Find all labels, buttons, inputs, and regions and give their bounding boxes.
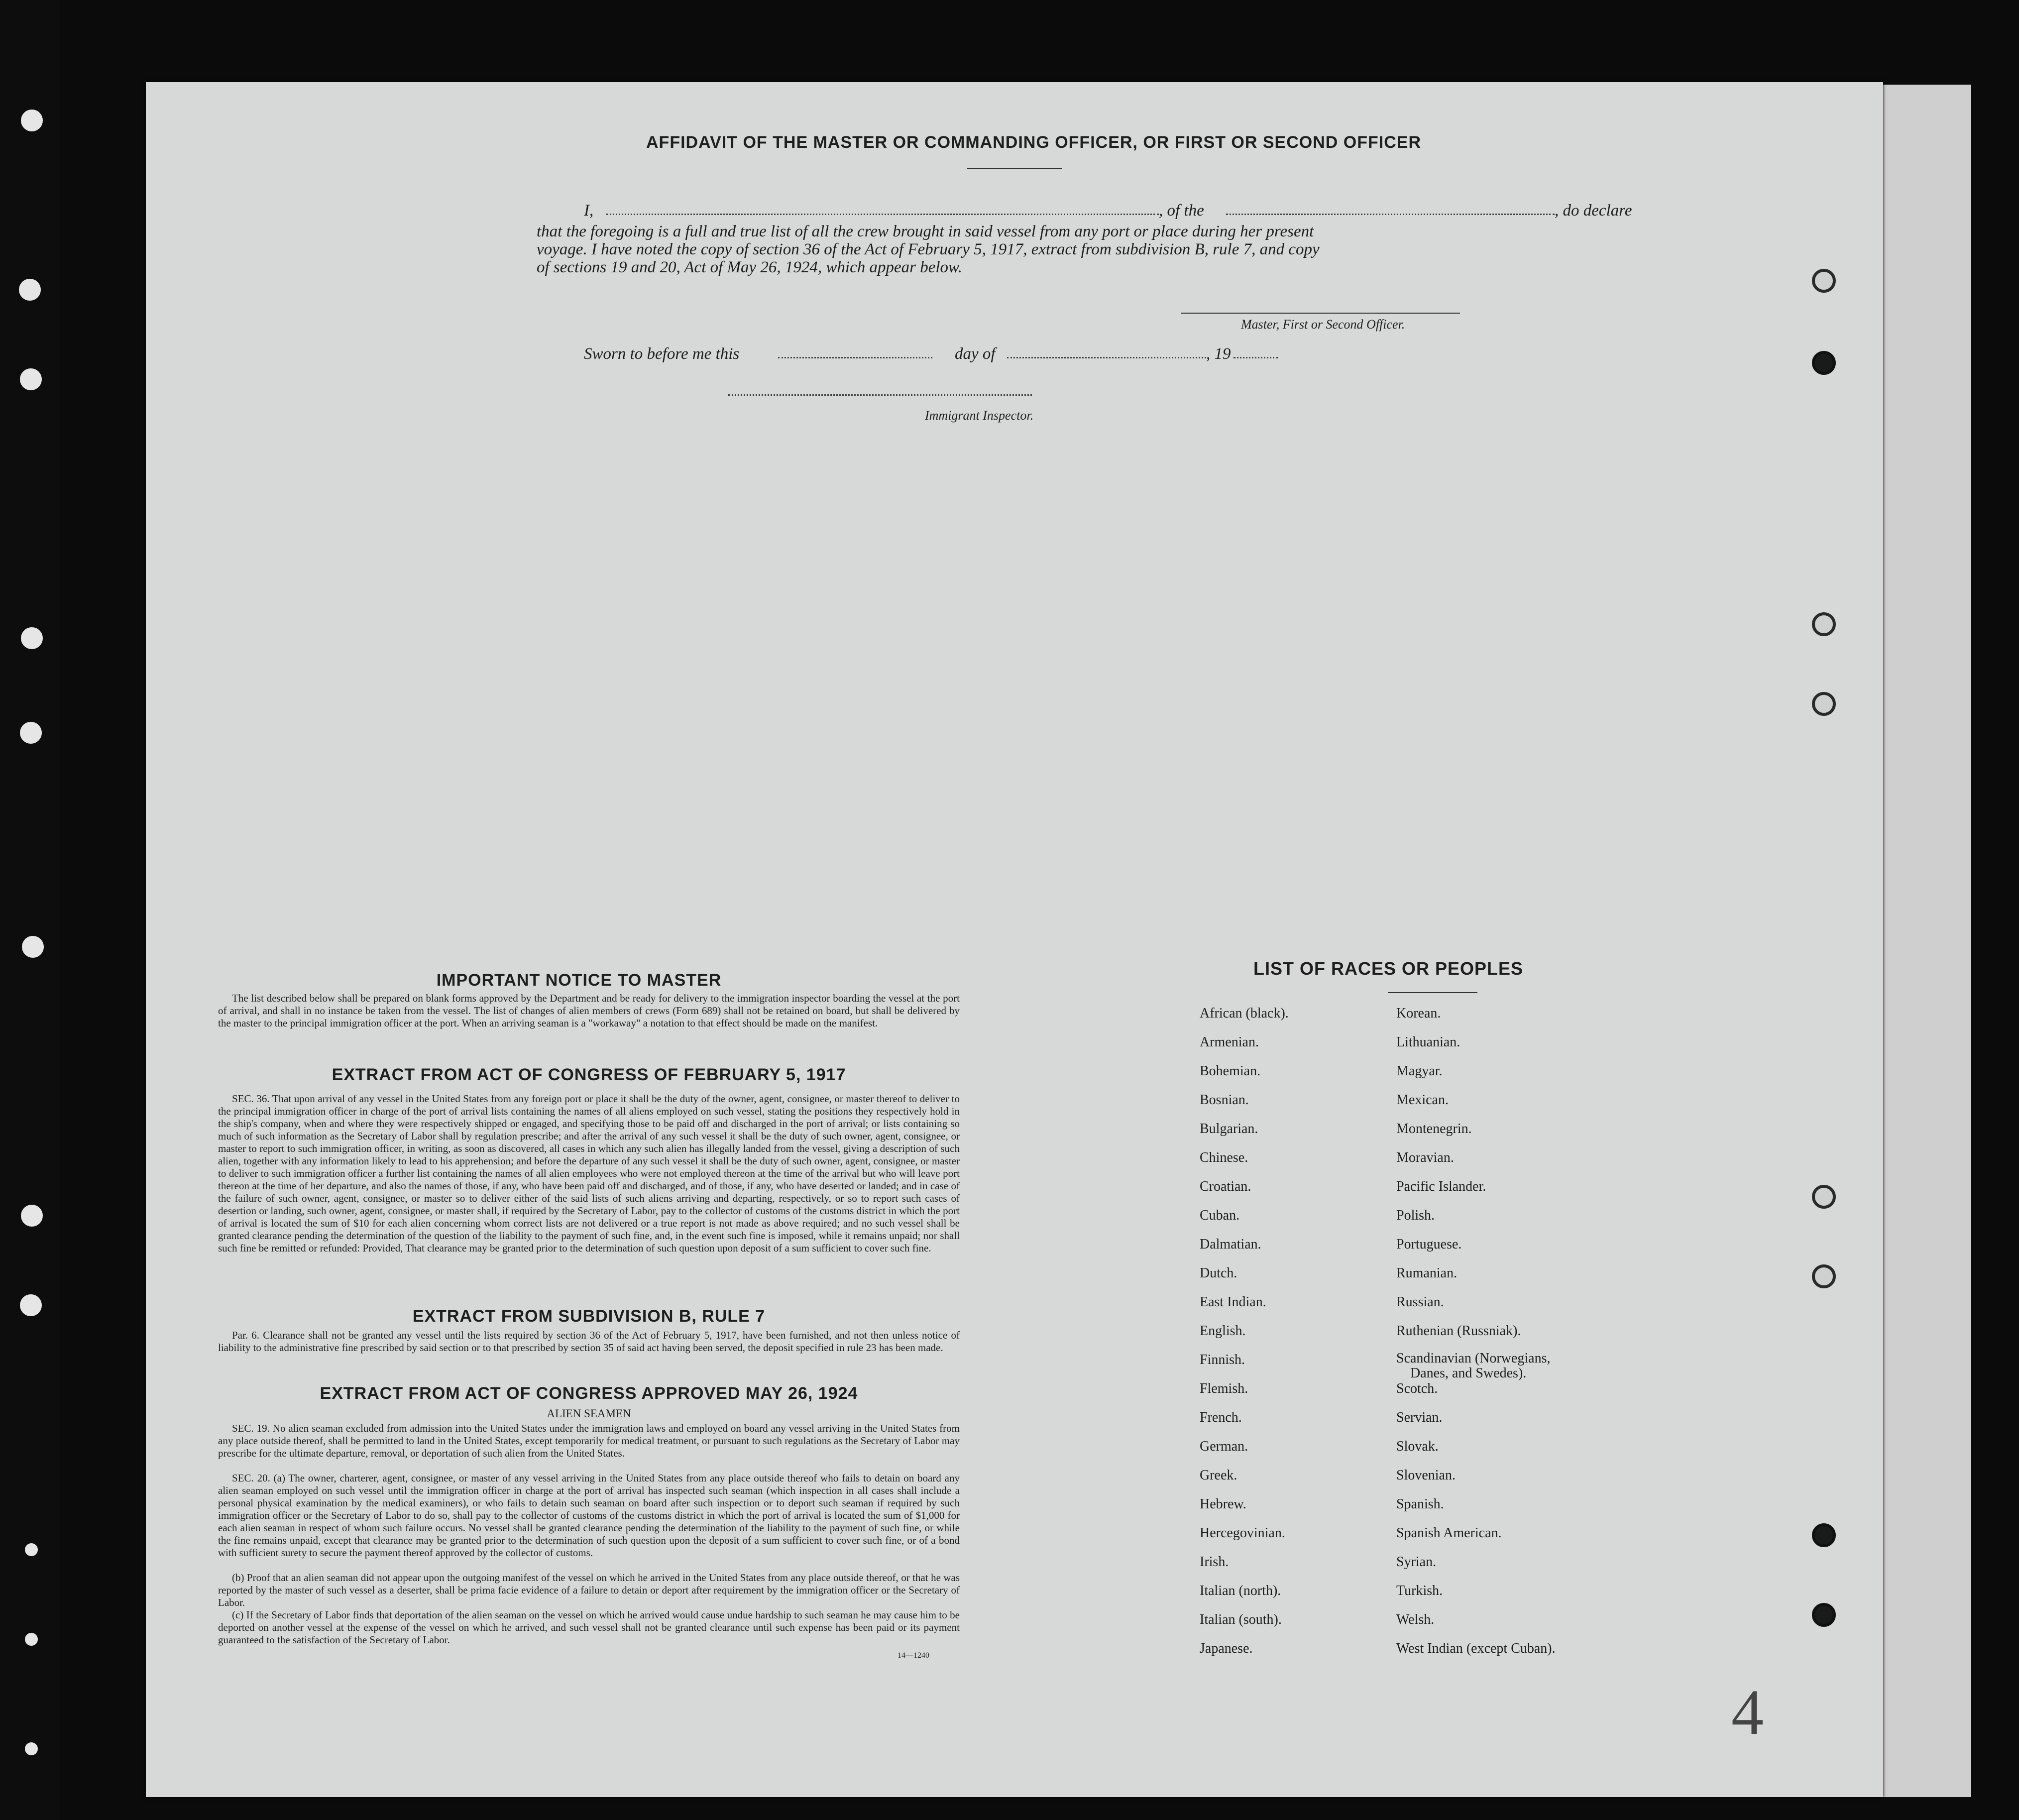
- race-item: West Indian (except Cuban).: [1396, 1641, 1556, 1656]
- affidavit-line3: voyage. I have noted the copy of section 36 of the Act of February 5, 1917, extract from subdivision B, rule 7, and copy: [537, 240, 1320, 258]
- film-perforation: [20, 1294, 42, 1316]
- affidavit-line1-mid: , of the: [1159, 202, 1204, 220]
- film-perforation: [21, 110, 43, 131]
- extract-1924-title: EXTRACT FROM ACT OF CONGRESS APPROVED MAY 26, 1924: [320, 1384, 858, 1403]
- race-item: Spanish.: [1396, 1496, 1444, 1512]
- vessel-blank[interactable]: [1226, 214, 1555, 215]
- binder-hole: [1812, 269, 1836, 293]
- sworn-text: Sworn to before me this: [584, 345, 740, 363]
- handwritten-page-mark: 4: [1731, 1677, 1764, 1748]
- race-item: Slovenian.: [1396, 1468, 1456, 1483]
- race-item: Syrian.: [1396, 1554, 1437, 1570]
- binder-hole: [1812, 1264, 1836, 1288]
- race-item: Chinese.: [1200, 1150, 1248, 1165]
- notice-body: The list described below shall be prepared on blank forms approved by the Department and be ready for delivery to the immigration inspector boarding the vessel at the port of arrival, and shall in no instance be taken from the vessel. The list of changes of alien members of crews (Form 689) shall not be retained on board, but shall be delivered by the master to the principal immigration officer at the port. When an arriving seaman is a "workaway" a notation to that effect should be made on the manifest.: [218, 992, 960, 1029]
- race-item: Rumanian.: [1396, 1265, 1458, 1281]
- races-title-rule: [1388, 992, 1477, 993]
- affidavit-line1-start: I,: [584, 202, 594, 220]
- form-number: 14—1240: [897, 1651, 929, 1660]
- binder-hole: [1812, 1185, 1836, 1209]
- film-perforation: [21, 627, 43, 649]
- affidavit-line4: of sections 19 and 20, Act of May 26, 1924, which appear below.: [537, 258, 962, 276]
- race-item: East Indian.: [1200, 1294, 1266, 1310]
- film-perforation: [25, 1742, 38, 1755]
- race-item: Russian.: [1396, 1294, 1444, 1310]
- sec19-body: SEC. 19. No alien seaman excluded from admission into the United States under the immigration laws and employed on board any vessel arriving in the United States from any place outside thereof, shall be permitted to land in the United States, except temporarily for medical treatment, or pursuant to such regulations as the Secretary of Labor may prescribe for the ultimate departure, removal, or deportation of such alien from the United States.: [218, 1422, 960, 1459]
- race-item: Scandinavian (Norwegians, Danes, and Swedes).: [1396, 1351, 1551, 1381]
- race-item: Hebrew.: [1200, 1496, 1246, 1512]
- sec20c-body: (c) If the Secretary of Labor finds that deportation of the alien seaman on the vessel on which he arrived would cause undue hardship to such seaman he may cause him to be deported on another vessel at the expense of the vessel on which he arrived, and such vessel shall not be granted clearance until such expense has been paid or its payment guaranteed to the satisfaction of the Secretary of Labor.: [218, 1609, 960, 1646]
- race-item: Scotch.: [1396, 1381, 1438, 1396]
- notice-title: IMPORTANT NOTICE TO MASTER: [436, 971, 722, 990]
- film-perforation: [20, 722, 42, 744]
- race-item: Moravian.: [1396, 1150, 1454, 1165]
- document-page: [146, 82, 1883, 1797]
- race-item: Pacific Islander.: [1396, 1179, 1486, 1194]
- subdiv-b-title: EXTRACT FROM SUBDIVISION B, RULE 7: [412, 1307, 766, 1326]
- binder-hole: [1812, 692, 1836, 716]
- race-item: French.: [1200, 1410, 1242, 1425]
- film-perforation: [21, 1205, 43, 1227]
- race-item: Irish.: [1200, 1554, 1229, 1570]
- race-item: Magyar.: [1396, 1063, 1443, 1079]
- signature-line[interactable]: [1181, 313, 1460, 314]
- race-item: Slovak.: [1396, 1439, 1439, 1454]
- film-edge-left: [0, 0, 60, 1820]
- race-item: Ruthenian (Russniak).: [1396, 1323, 1521, 1339]
- film-perforation: [19, 279, 41, 301]
- race-item: Portuguese.: [1396, 1237, 1462, 1252]
- race-item: Montenegrin.: [1396, 1121, 1472, 1137]
- extract-1917-title: EXTRACT FROM ACT OF CONGRESS OF FEBRUARY 5, 1917: [332, 1065, 846, 1084]
- subdiv-b-body: Par. 6. Clearance shall not be granted any vessel until the lists required by section 36 of the Act of February 5, 1917, have been furnished, and not then unless notice of liability to the administrative fine prescribed by said section or to that prescribed by section 35 of said act having been served, the deposit specified in rule 23 has been made.: [218, 1329, 960, 1354]
- affidavit-title-rule: [967, 168, 1062, 169]
- race-item: Dutch.: [1200, 1265, 1237, 1281]
- binder-hole: [1812, 612, 1836, 636]
- race-item: Mexican.: [1396, 1092, 1449, 1108]
- inspector-label: Immigrant Inspector.: [925, 408, 1034, 423]
- sworn-day-of: day of: [955, 345, 996, 363]
- race-item: Dalmatian.: [1200, 1237, 1261, 1252]
- film-perforation: [25, 1543, 38, 1556]
- race-item: Armenian.: [1200, 1034, 1259, 1050]
- binder-hole: [1812, 1523, 1836, 1547]
- race-item: Welsh.: [1396, 1612, 1435, 1627]
- race-item: Flemish.: [1200, 1381, 1248, 1396]
- race-item: Bosnian.: [1200, 1092, 1249, 1108]
- sworn-year: , 19: [1206, 345, 1231, 363]
- race-item: Lithuanian.: [1396, 1034, 1460, 1050]
- signature-label: Master, First or Second Officer.: [1241, 317, 1405, 332]
- race-item: Servian.: [1396, 1410, 1443, 1425]
- race-item: Finnish.: [1200, 1352, 1245, 1367]
- race-item: African (black).: [1200, 1006, 1289, 1021]
- race-item: Italian (north).: [1200, 1583, 1281, 1598]
- race-item: Bohemian.: [1200, 1063, 1261, 1079]
- race-item: English.: [1200, 1323, 1246, 1339]
- races-title: LIST OF RACES OR PEOPLES: [1253, 958, 1524, 979]
- race-item: Korean.: [1396, 1006, 1441, 1021]
- binder-hole: [1812, 1603, 1836, 1627]
- race-item: Hercegovinian.: [1200, 1525, 1285, 1541]
- race-item: German.: [1200, 1439, 1248, 1454]
- sworn-month-blank[interactable]: [1007, 357, 1206, 358]
- race-item: Italian (south).: [1200, 1612, 1282, 1627]
- alien-seamen-subtitle: ALIEN SEAMEN: [547, 1407, 631, 1420]
- sworn-year-blank[interactable]: [1234, 357, 1278, 358]
- film-perforation: [22, 936, 44, 958]
- sec20b-body: (b) Proof that an alien seaman did not appear upon the outgoing manifest of the vessel on which he arrived in the United States from any place outside thereof, or that he was reported by the master of such vessel as a deserter, shall be prima facie evidence of a failure to detain or deport after requirement by the immigration officer or the Secretary of Labor.: [218, 1572, 960, 1608]
- extract-1917-body: SEC. 36. That upon arrival of any vessel in the United States from any foreign port or place it shall be the duty of the owner, agent, consignee, or master thereof to deliver to the principal immigration officer in charge of the port of arrival lists containing the names of all aliens employed on such vessel, stating the positions they respectively hold in the ship's company, when and where they were respectively shipped or engaged, and specifying those to be paid off and discharged in the port of arrival; or lists containing so much of such information as the Secretary of Labor shall by regulation prescribe; and after the arrival of any such vessel it shall be the duty of such owner, agent, consignee, or master to report to such immigration officer, in writing, as soon as discovered, all cases in which any such alien has illegally landed from the vessel, giving a description of such alien, together with any information likely to lead to his apprehension; and before the departure of any such vessel it shall be the duty of such owner, agent, consignee, or master to deliver to such immigration officer a further list containing the names of all alien employees who were not employed thereon at the time of the arrival but who will leave port thereon at the time of her departure, and also the names of those, if any, who have been paid off and discharged, and of those, if any, who have deserted or landed; and in case of the failure of such owner, agent, consignee, or master so to deliver either of the said lists of such aliens arriving and departing, respectively, or so to report such cases of desertion or landing, such owner, agent, consignee, or master shall, if required by the Secretary of Labor, pay to the collector of customs of the customs district in which the port of arrival is located the sum of $10 for each alien concerning whom correct lists are not delivered or a true report is not made as above required; and no such vessel shall be granted clearance pending the determination of the question of the liability to the payment of such fine, and, in the event such fine is imposed, while it remains unpaid; nor shall such fine be remitted or refunded: Provided, That clearance may be granted prior to the determination of such question upon deposit of a sum sufficient to cover such fine.: [218, 1093, 960, 1254]
- affidavit-line2: that the foregoing is a full and true list of all the crew brought in said vessel from any port or place during her present: [537, 223, 1314, 240]
- race-item: Spanish American.: [1396, 1525, 1502, 1541]
- sec20a-body: SEC. 20. (a) The owner, charterer, agent, consignee, or master of any vessel arriving in the United States from any place outside thereof who fails to detain on board any alien seaman employed on such vessel until the immigration officer in charge at the port of arrival has inspected such seaman (which inspection in all cases shall include a personal physical examination by the medical examiners), or who fails to detain such seaman on board after such inspection or to deport such seaman if required by such immigration officer or the Secretary of Labor to do so, shall pay to the collector of customs of the customs district in which the port of arrival is located the sum of $1,000 for each alien seaman in respect of whom such failure occurs. No vessel shall be granted clearance pending the determination of the liability to the payment of such fine, or while the fine remains unpaid, except that clearance may be granted prior to the determination of such question upon the deposit of a sum sufficient to cover such fine, or of a bond with sufficient surety to secure the payment thereof approved by the collector of customs.: [218, 1472, 960, 1559]
- race-item: Turkish.: [1396, 1583, 1443, 1598]
- race-item: Croatian.: [1200, 1179, 1251, 1194]
- sworn-day-blank[interactable]: [778, 357, 932, 358]
- affidavit-line1-end: , do declare: [1555, 202, 1632, 220]
- race-item: Greek.: [1200, 1468, 1237, 1483]
- film-perforation: [25, 1633, 38, 1646]
- race-item: Japanese.: [1200, 1641, 1253, 1656]
- film-perforation: [20, 368, 42, 390]
- race-item: Bulgarian.: [1200, 1121, 1258, 1137]
- race-item: Polish.: [1396, 1208, 1435, 1223]
- inspector-signature-line[interactable]: [728, 394, 1032, 396]
- name-blank[interactable]: [606, 214, 1159, 215]
- race-item: Cuban.: [1200, 1208, 1240, 1223]
- affidavit-title: AFFIDAVIT OF THE MASTER OR COMMANDING OFFICER, OR FIRST OR SECOND OFFICER: [646, 133, 1421, 152]
- binder-hole: [1812, 351, 1836, 375]
